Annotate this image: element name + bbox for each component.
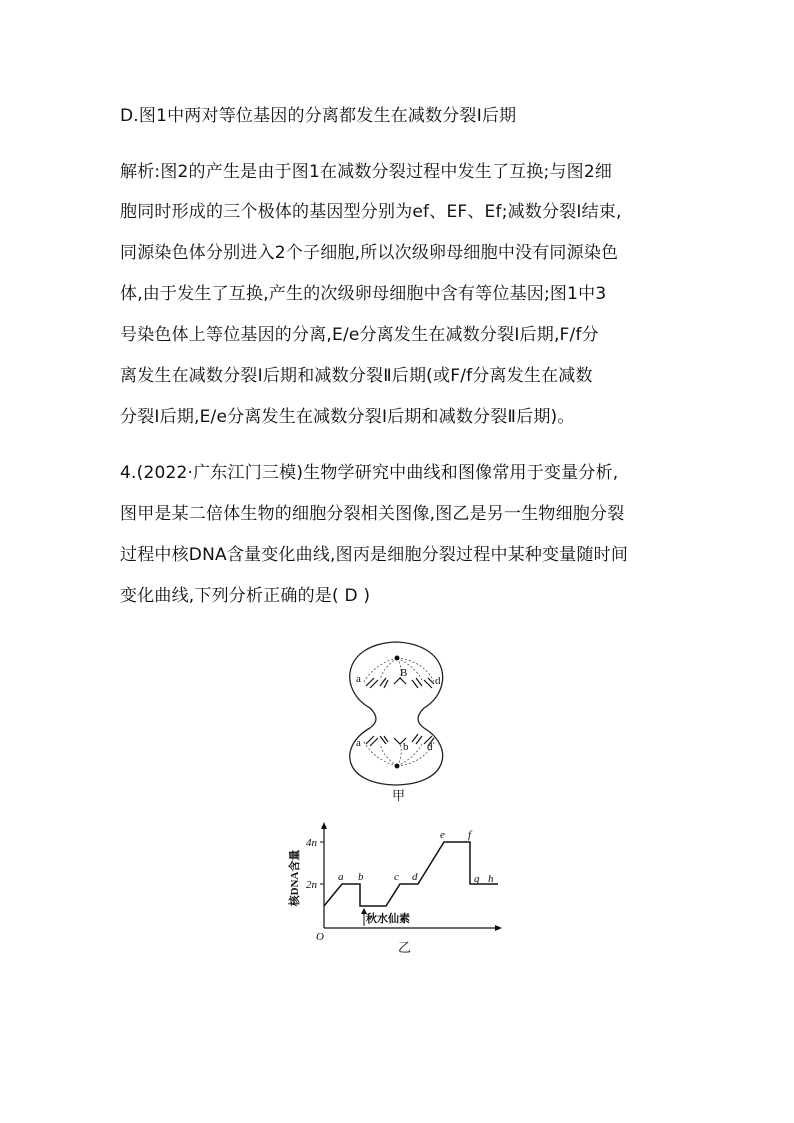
figure-jia [340,638,460,808]
centriole-bottom [395,764,400,769]
question-line: 4.(2022·广东江门三模)生物学研究中曲线和图像常用于变量分析, [120,463,619,483]
label-a-bottom: a [356,737,361,749]
figure-jia-caption: 甲 [392,788,406,803]
point-label-f: f [468,829,472,841]
question-line: 过程中核DNA含量变化曲线,图丙是细胞分裂过程中某种变量随时间 [120,545,629,565]
origin-label: O [316,931,324,943]
chromosomes-bottom [366,734,434,746]
analysis-line: 胞同时形成的三个极体的基因型分别为ef、EF、Ef;减数分裂Ⅰ结束, [120,202,622,222]
tick-label-2n: 2n [306,879,317,891]
question-line: 变化曲线,下列分析正确的是( D ) [120,586,371,606]
label-B-top: B [400,667,408,679]
point-label-g: g [474,873,480,885]
spindle-bottom [364,742,434,766]
cell-membrane [350,642,443,785]
point-label-a: a [338,871,344,883]
y-axis-arrow [321,822,327,829]
x-axis-arrow [495,925,502,931]
series-line [324,842,498,906]
label-d-bottom: d [427,741,433,753]
point-label-e: e [440,829,445,841]
analysis-line: 同源染色体分别进入2个子细胞,所以次级卵母细胞中没有同源染色 [120,243,619,263]
analysis-line: 号染色体上等位基因的分离,E/e分离发生在减数分裂Ⅰ后期,F/f分 [120,325,599,345]
analysis-line: 体,由于发生了互换,产生的次级卵母细胞中含有等位基因;图1中3 [120,284,607,304]
label-b-bottom: b [403,741,409,753]
tick-label-4n: 4n [306,837,317,849]
label-a-top: a [356,673,361,685]
label-d-top: d [435,675,441,687]
point-label-b: b [358,871,364,883]
point-label-c: c [394,871,399,883]
option-d-line: D.图1中两对等位基因的分离都发生在减数分裂Ⅰ后期 [120,106,517,126]
centriole-top [395,656,400,661]
point-label-d: d [412,871,418,883]
analysis-line: 分裂Ⅰ后期,E/e分离发生在减数分裂Ⅰ后期和减数分裂Ⅱ后期)。 [120,407,575,427]
y-axis-label: 核DNA含量 [289,849,301,907]
figure-yi [280,820,510,960]
point-label-h: h [488,873,494,885]
question-line: 图甲是某二倍体生物的细胞分裂相关图像,图乙是另一生物细胞分裂 [120,504,625,524]
analysis-line: 解析:图2的产生是由于图1在减数分裂过程中发生了互换;与图2细 [120,162,613,182]
analysis-line: 离发生在减数分裂Ⅰ后期和减数分裂Ⅱ后期(或F/f分离发生在减数 [120,366,593,386]
chromosomes-top [366,678,434,688]
figure-yi-caption: 乙 [398,940,412,955]
annotation-label: 秋水仙素 [366,913,410,925]
